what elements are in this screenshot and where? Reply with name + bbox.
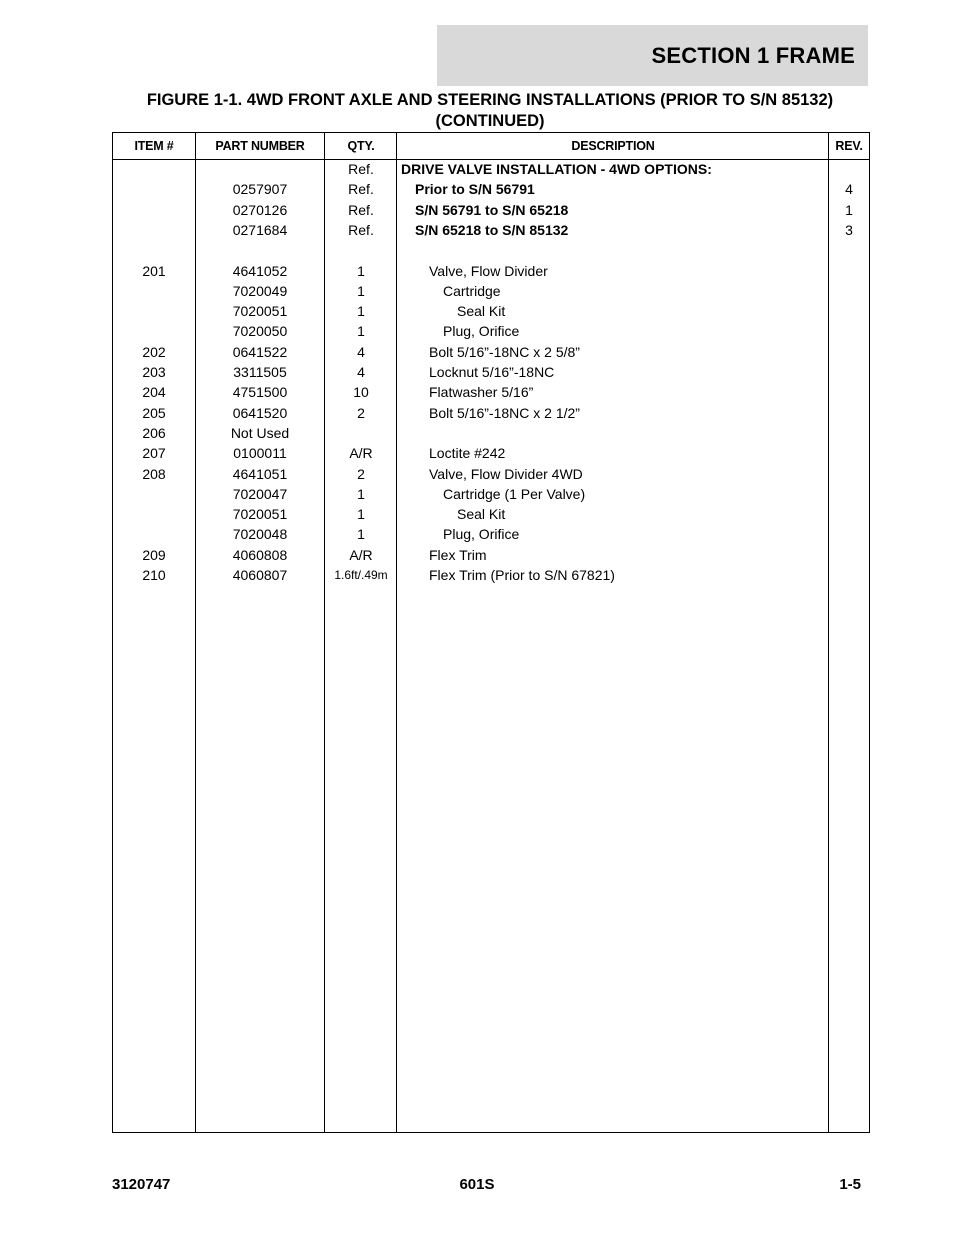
part-number-cell: 7020047 (232, 485, 288, 502)
quantity-cell: 4 (357, 343, 365, 360)
table-row (113, 545, 869, 565)
table-row (113, 220, 869, 240)
part-number-cell: 7020050 (232, 323, 288, 340)
quantity-cell: A/R (349, 546, 373, 563)
part-number-cell: 0270126 (232, 201, 288, 218)
part-number-cell: 7020051 (232, 303, 288, 320)
quantity-cell: 1 (357, 282, 365, 299)
part-number-cell: 7020048 (232, 526, 288, 543)
table-row (113, 504, 869, 524)
revision-cell: 1 (845, 201, 853, 218)
revision-cell: 4 (845, 181, 853, 198)
item-number-cell: 206 (142, 424, 166, 441)
quantity-cell: 1 (357, 323, 365, 340)
table-row (113, 565, 869, 585)
description-cell: Seal Kit (457, 303, 506, 320)
table-row (113, 484, 869, 504)
table-row (113, 423, 869, 443)
revision-cell: 3 (845, 221, 853, 238)
item-number-cell: 203 (142, 364, 166, 380)
table-row (113, 301, 869, 321)
item-number-cell: 204 (142, 384, 166, 401)
quantity-cell: 1 (357, 262, 365, 279)
part-number-cell: 4751500 (232, 384, 288, 401)
description-cell: Plug, Orifice (443, 526, 520, 543)
item-number-cell: 205 (142, 404, 166, 421)
part-number-cell: 0100011 (233, 445, 287, 462)
table-row (113, 281, 869, 301)
quantity-cell: Ref. (348, 221, 374, 238)
description-cell: Cartridge (1 Per Valve) (443, 485, 586, 502)
footer-model: 601S (459, 1176, 495, 1193)
description-cell: S/N 56791 to S/N 65218 (415, 201, 569, 218)
part-number-cell: 0271684 (232, 221, 288, 238)
description-cell: Seal Kit (457, 506, 506, 523)
description-cell: Locknut 5/16”-18NC (429, 364, 555, 380)
description-cell: Flatwasher 5/16” (429, 384, 534, 401)
item-number-cell: 208 (142, 465, 166, 482)
description-cell: Cartridge (443, 282, 501, 299)
figure-title-line1: FIGURE 1-1. 4WD FRONT AXLE AND STEERING INSTALLATIONS (PRIOR TO S/N 85132) (146, 91, 834, 109)
quantity-cell: Ref. (348, 181, 374, 198)
quantity-cell: 1 (357, 485, 365, 502)
table-row (113, 200, 869, 220)
table-row (113, 524, 869, 544)
description-cell: S/N 65218 to S/N 85132 (415, 221, 569, 238)
section-title: SECTION 1 FRAME (651, 42, 855, 68)
description-cell: Plug, Orifice (443, 323, 520, 340)
quantity-cell: A/R (349, 445, 373, 462)
item-number-cell: 202 (142, 343, 166, 360)
table-row (113, 443, 869, 463)
description-cell: Bolt 5/16”-18NC x 2 1/2” (429, 404, 580, 421)
description-cell: Bolt 5/16”-18NC x 2 5/8” (429, 343, 580, 360)
table-row (113, 382, 869, 402)
description-cell: Flex Trim (Prior to S/N 67821) (429, 567, 615, 583)
footer-page-number: 1-5 (839, 1176, 861, 1193)
table-row (113, 179, 869, 199)
part-number-cell: 7020049 (232, 282, 288, 299)
part-number-cell: 4060808 (232, 546, 288, 563)
part-number-cell: 7020051 (232, 506, 288, 523)
header-part-number: PART NUMBER (215, 139, 305, 153)
table-row (113, 362, 869, 382)
table-row (113, 464, 869, 484)
quantity-cell: Ref. (348, 161, 374, 177)
item-number-cell: 201 (142, 262, 166, 279)
part-number-cell: 4641051 (232, 465, 288, 482)
part-number-cell: 0641520 (232, 404, 288, 421)
part-number-cell: 0641522 (232, 343, 288, 360)
quantity-cell: 4 (357, 364, 365, 380)
description-cell: Flex Trim (429, 546, 487, 563)
quantity-cell: 1 (357, 526, 365, 543)
header-description: DESCRIPTION (571, 139, 655, 153)
figure-title-line2: (CONTINUED) (435, 112, 545, 130)
figure-title (100, 90, 880, 132)
footer-document-number: 3120747 (112, 1176, 171, 1193)
table-row (113, 342, 869, 362)
item-number-cell: 209 (142, 546, 166, 563)
quantity-cell: Ref. (348, 201, 374, 218)
table-row (113, 261, 869, 281)
part-number-cell: 4060807 (232, 567, 288, 583)
part-number-cell: 4641052 (232, 262, 288, 279)
quantity-cell: 1 (357, 303, 365, 320)
table-row (113, 240, 869, 260)
quantity-cell: 1 (357, 506, 365, 523)
section-banner (437, 25, 868, 86)
item-number-cell: 207 (142, 445, 166, 462)
header-qty: QTY. (347, 139, 375, 153)
description-cell: Loctite #242 (429, 445, 506, 462)
header-item: ITEM # (134, 139, 174, 153)
part-number-cell: Not Used (230, 424, 290, 441)
quantity-cell: 1.6ft/.49m (334, 568, 388, 582)
header-rev: REV. (835, 139, 863, 153)
quantity-cell: 2 (357, 404, 365, 421)
quantity-cell: 2 (357, 465, 365, 482)
table-row (113, 159, 869, 179)
description-cell: Valve, Flow Divider 4WD (429, 465, 583, 482)
description-cell: Valve, Flow Divider (429, 262, 548, 279)
quantity-cell: 10 (353, 384, 369, 401)
table-row (113, 403, 869, 423)
parts-table (112, 132, 870, 1133)
table-row (113, 321, 869, 341)
description-cell: DRIVE VALVE INSTALLATION - 4WD OPTIONS: (401, 161, 712, 177)
part-number-cell: 0257907 (232, 181, 288, 198)
part-number-cell: 3311505 (233, 364, 287, 380)
description-cell: Prior to S/N 56791 (415, 181, 535, 198)
item-number-cell: 210 (142, 567, 166, 583)
